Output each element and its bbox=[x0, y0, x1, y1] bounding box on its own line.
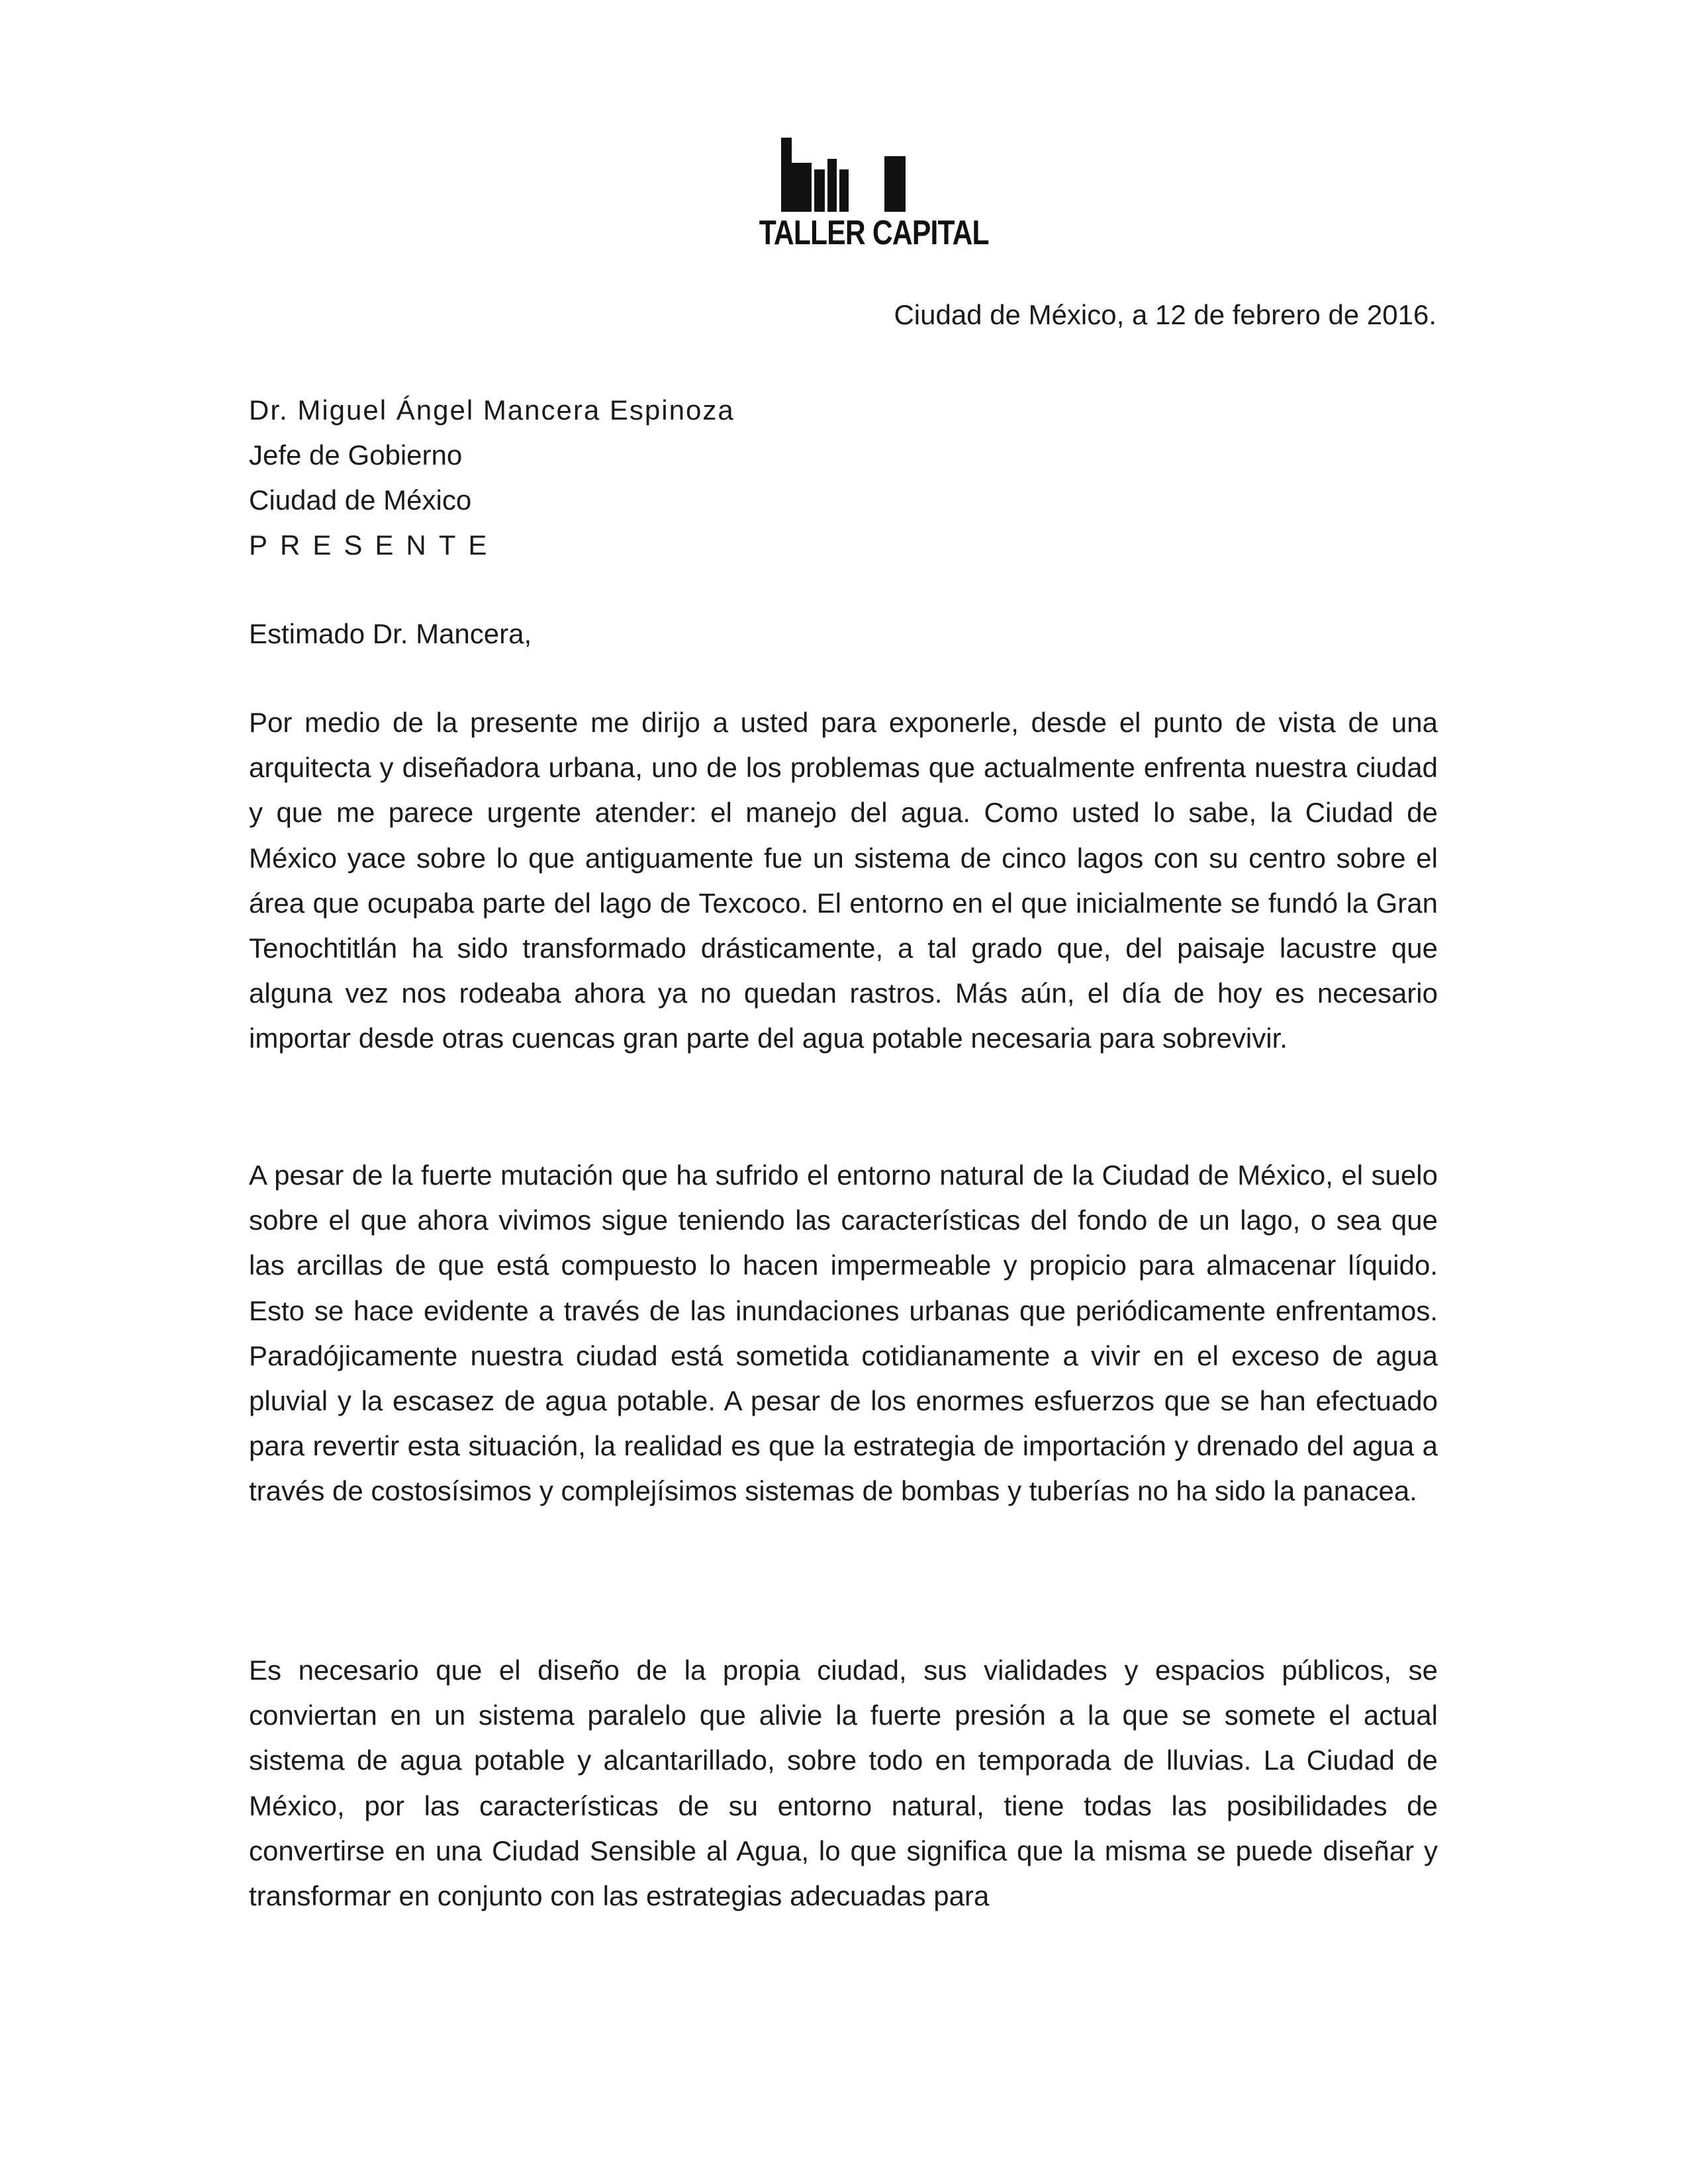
body-paragraph-3: Es necesario que el diseño de la propia ciudad, sus vialidades y espacios públicos, se conviertan en un sistema paralelo que alivie la fuerte presión a la que se somete el actual sistema de agua potable y alcantarillado, sobre todo en temporada de lluvias. La Ciudad de México, por las características de su entorno natural, tiene todas las posibilidades de convertirse en una Ciudad Sensible al Agua, lo que significa que la misma se puede diseñar y transformar en conjunto con las estrategias adecuadas para bbox=[249, 1655, 1438, 1912]
logo-wordmark: TALLER CAPITAL bbox=[759, 214, 989, 252]
body-paragraph-2: A pesar de la fuerte mutación que ha sufrido el entorno natural de la Ciudad de México, el suelo sobre el que ahora vivimos sigue teniendo las características del fondo de un lago, o sea que las arcillas de que está compuesto lo hacen impermeable y propicio para almacenar líquido. Esto se hace evidente a través de las inundaciones urbanas que periódicamente enfrentamos. Paradójicamente nuestra ciudad está sometida cotidianamente a vivir en el exceso de agua pluvial y la escasez de agua potable. A pesar de los enormes esfuerzos que se han efectuado para revertir esta situación, la realidad es que la estrategia de importación y drenado del agua a través de costosísimos y complejísimos sistemas de bombas y tuberías no ha sido la panacea. bbox=[249, 1160, 1438, 1507]
recipient-position: Jefe de Gobierno bbox=[249, 439, 463, 471]
company-logo bbox=[740, 138, 989, 252]
recipient-block bbox=[249, 388, 735, 568]
recipient-name: Dr. Miguel Ángel Mancera Espinoza bbox=[249, 394, 735, 426]
building-bars-icon bbox=[781, 138, 911, 212]
presente-label: PRESENTE bbox=[249, 529, 500, 561]
salutation: Estimado Dr. Mancera, bbox=[249, 618, 532, 649]
recipient-location: Ciudad de México bbox=[249, 484, 472, 516]
body-paragraph-1: Por medio de la presente me dirijo a usted para exponerle, desde el punto de vista de una arquitecta y diseñadora urbana, uno de los problemas que actualmente enfrenta nuestra ciudad y que me parece urgente atender: el manejo del agua. Como usted lo sabe, la Ciudad de México yace sobre lo que antiguamente fue un sistema de cinco lagos con su centro sobre el área que ocupaba parte del lago de Texcoco. El entorno en el que inicialmente se fundó la Gran Tenochtitlán ha sido transformado drásticamente, a tal grado que, del paisaje lacustre que alguna vez nos rodeaba ahora ya no quedan rastros. Más aún, el día de hoy es necesario importar desde otras cuencas gran parte del agua potable necesaria para sobrevivir. bbox=[249, 707, 1438, 1054]
letter-date: Ciudad de México, a 12 de febrero de 2016. bbox=[894, 299, 1436, 330]
